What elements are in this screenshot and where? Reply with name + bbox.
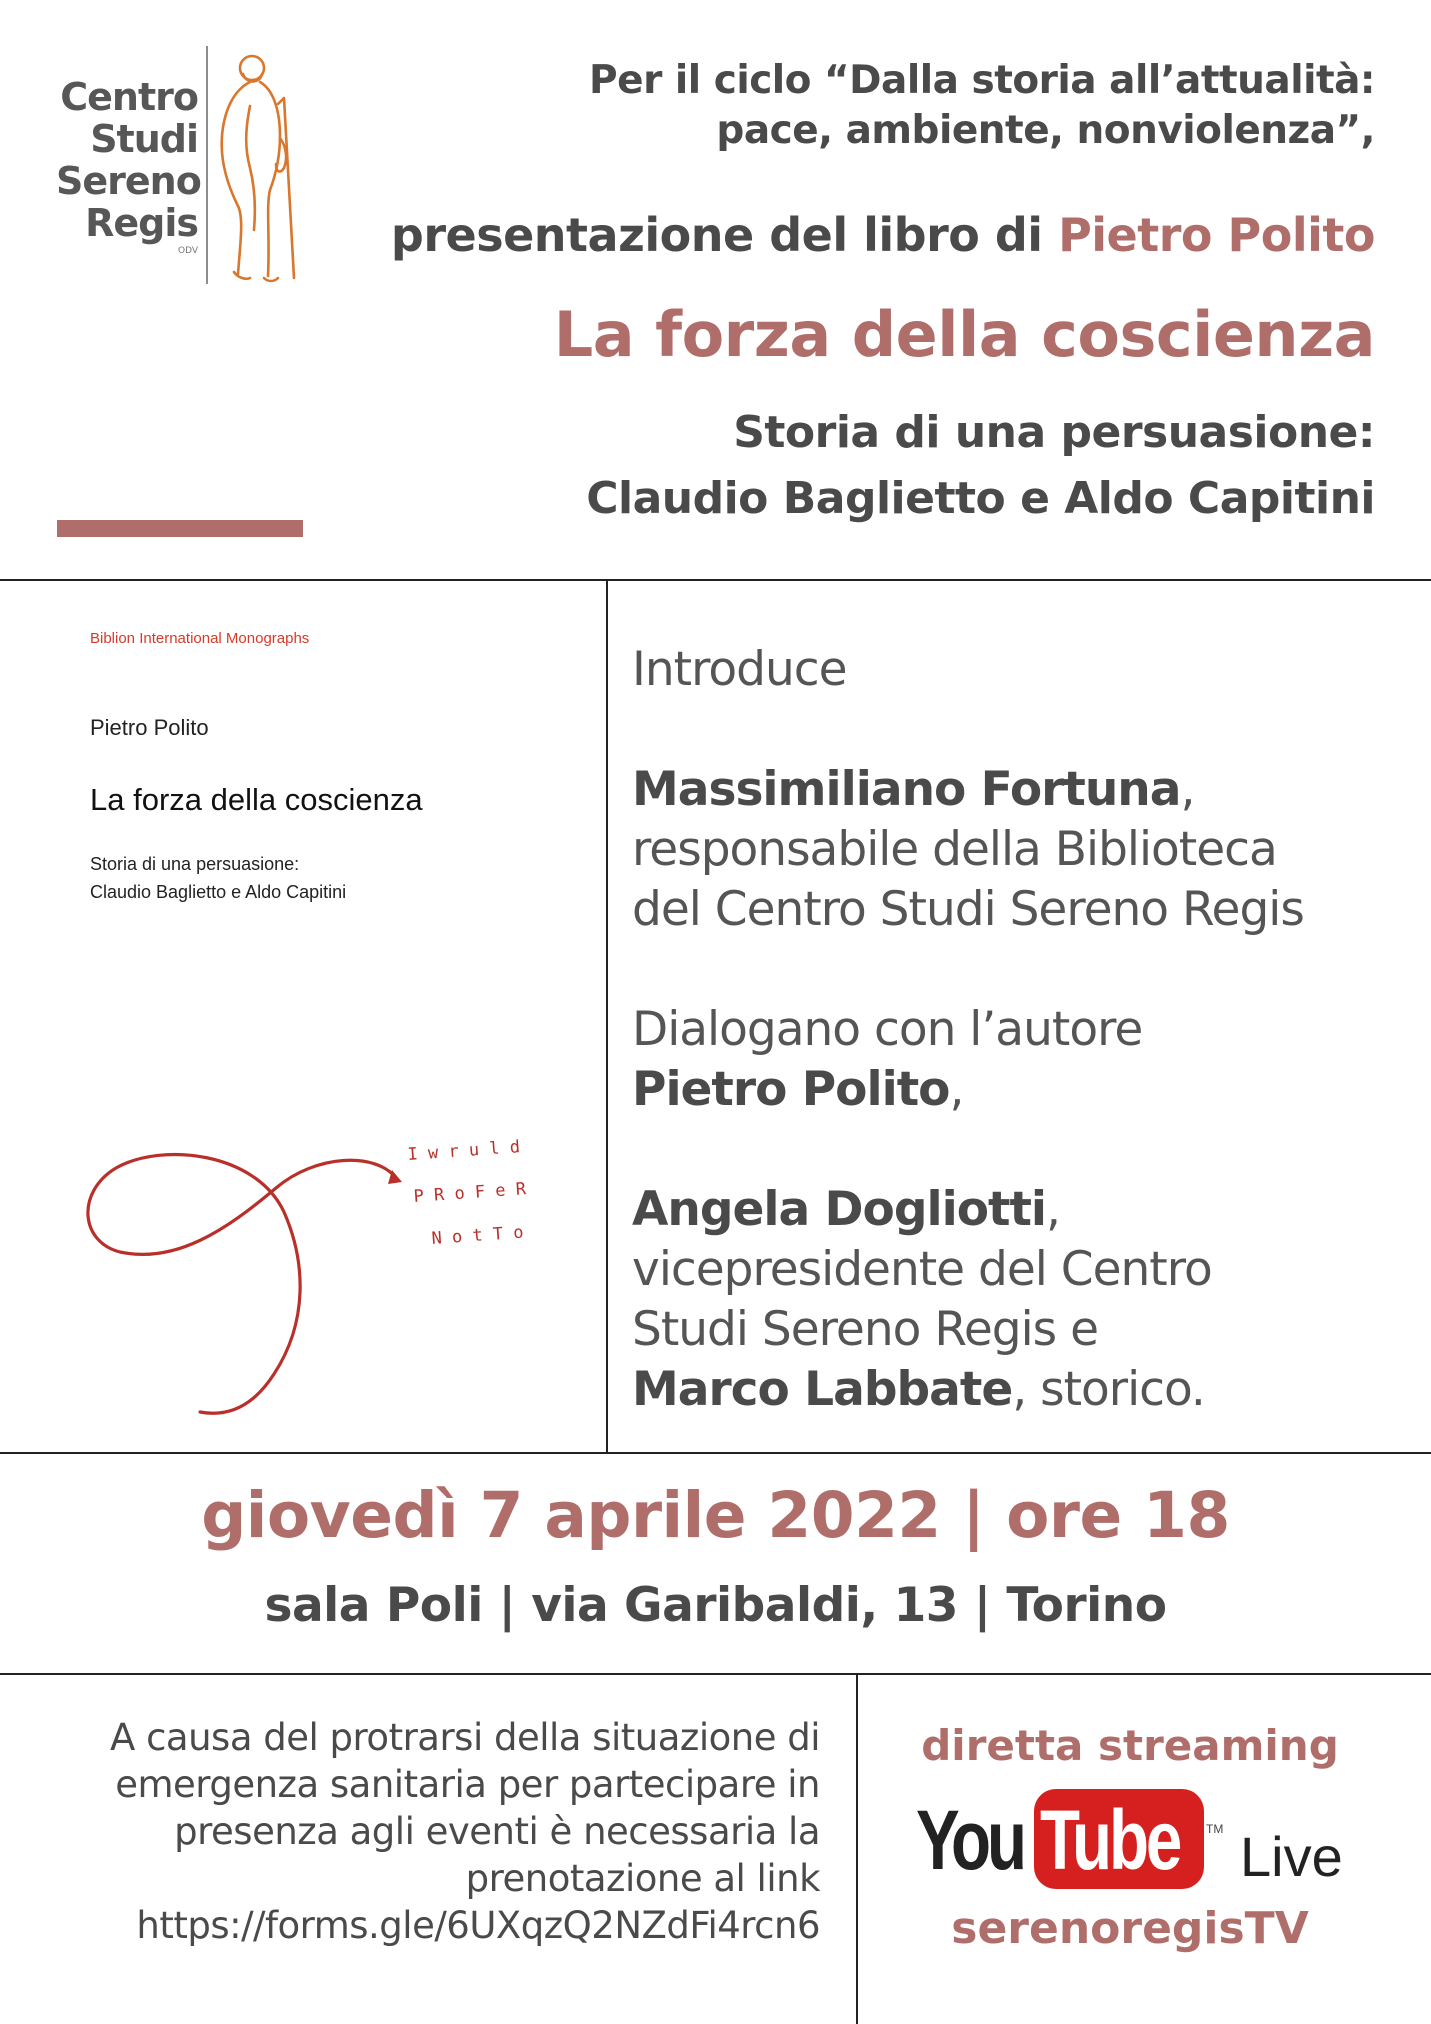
cover-author: Pietro Polito	[90, 715, 209, 740]
logo-odv: ODV	[177, 246, 198, 256]
streaming-label: diretta streaming	[921, 1721, 1339, 1770]
cover-subtitle	[90, 850, 346, 906]
guest2-role: , storico.	[1012, 1362, 1205, 1417]
separator: ,	[1180, 762, 1195, 817]
presentation-author: Pietro Polito	[1058, 208, 1375, 262]
cycle-line-2: pace, ambiente, nonviolenza”,	[716, 108, 1375, 153]
divider-line	[0, 579, 1431, 581]
presentation-line	[391, 207, 1375, 263]
notice-line: prenotazione al link	[465, 1857, 820, 1900]
booking-notice	[60, 1714, 820, 1949]
divider-line	[0, 1452, 1431, 1454]
intro-label: Introduce	[632, 642, 847, 697]
guest2-row	[632, 1360, 1392, 1420]
cycle-line-1: Per il ciclo “Dalla storia all’attualità:	[589, 58, 1375, 103]
subtitle-line-1: Storia di una persuasione:	[733, 407, 1375, 458]
cover-series: Biblion International Monographs	[90, 630, 310, 647]
logo-line: Regis	[85, 201, 198, 245]
logo-line: Sereno	[56, 159, 201, 203]
cover-loop-drawing-icon	[76, 1112, 546, 1422]
notice-line: A causa del protrarsi della situazione di	[110, 1716, 820, 1759]
introducer-name: Massimiliano Fortuna	[632, 762, 1181, 817]
book-subtitle	[586, 400, 1375, 532]
subtitle-line-2: Claudio Baglietto e Aldo Capitini	[586, 473, 1375, 524]
event-cycle	[589, 56, 1375, 156]
author-name: Pietro Polito	[632, 1062, 950, 1117]
cover-subtitle-line-1: Storia di una persuasione:	[90, 854, 300, 874]
accent-bar	[57, 520, 303, 537]
separator: ,	[949, 1062, 964, 1117]
channel-name[interactable]: serenoregisTV	[951, 1903, 1309, 1954]
divider-line	[0, 1673, 1431, 1675]
youtube-logo-you: You	[916, 1793, 1024, 1887]
introducer-role-line-2: del Centro Studi Sereno Regis	[632, 882, 1304, 937]
author-row	[632, 1060, 1392, 1120]
youtube-logo-tube: Tube	[1040, 1793, 1180, 1887]
guest1-role-line-2: Studi Sereno Regis e	[632, 1302, 1099, 1357]
speakers-block	[632, 640, 1392, 1420]
event-date-time: giovedì 7 aprile 2022 | ore 18	[201, 1479, 1230, 1552]
guest1-role-line-1: vicepresidente del Centro	[632, 1242, 1212, 1297]
booking-link[interactable]: https://forms.gle/6UXqzQ2NZdFi4rcn6	[136, 1904, 820, 1947]
logo-wordmark	[56, 75, 201, 256]
logo-line: Studi	[90, 117, 198, 161]
divider-line	[606, 580, 608, 1452]
presentation-prefix: presentazione del libro di	[390, 208, 1059, 262]
youtube-trademark: TM	[1206, 1822, 1224, 1836]
youtube-live-label: Live	[1240, 1825, 1343, 1888]
notice-line: emergenza sanitaria per partecipare in	[115, 1763, 820, 1806]
separator: ,	[1046, 1182, 1060, 1237]
guest1-row	[632, 1180, 1392, 1240]
logo-line: Centro	[60, 75, 198, 119]
cover-subtitle-line-2: Claudio Baglietto e Aldo Capitini	[90, 882, 347, 902]
cover-handwriting: N o t T o	[430, 1222, 525, 1249]
dialogue-label: Dialogano con l’autore	[632, 1002, 1143, 1057]
cover-handwriting: I w r u l d	[406, 1137, 521, 1165]
logo-divider	[206, 46, 208, 284]
divider-line	[856, 1674, 858, 2024]
event-venue: sala Poli | via Garibaldi, 13 | Torino	[264, 1578, 1167, 1633]
book-title: La forza della coscienza	[553, 298, 1375, 371]
walking-figure-logo-icon	[210, 46, 306, 286]
introducer	[632, 760, 1392, 820]
guest2-name: Marco Labbate	[632, 1362, 1013, 1417]
introducer-role-line-1: responsabile della Biblioteca	[632, 822, 1277, 877]
cover-title: La forza della coscienza	[90, 782, 423, 817]
guest1-name: Angela Dogliotti	[632, 1182, 1047, 1237]
cover-handwriting: P R o F e R	[412, 1179, 527, 1207]
notice-line: presenza agli eventi è necessaria la	[174, 1810, 820, 1853]
